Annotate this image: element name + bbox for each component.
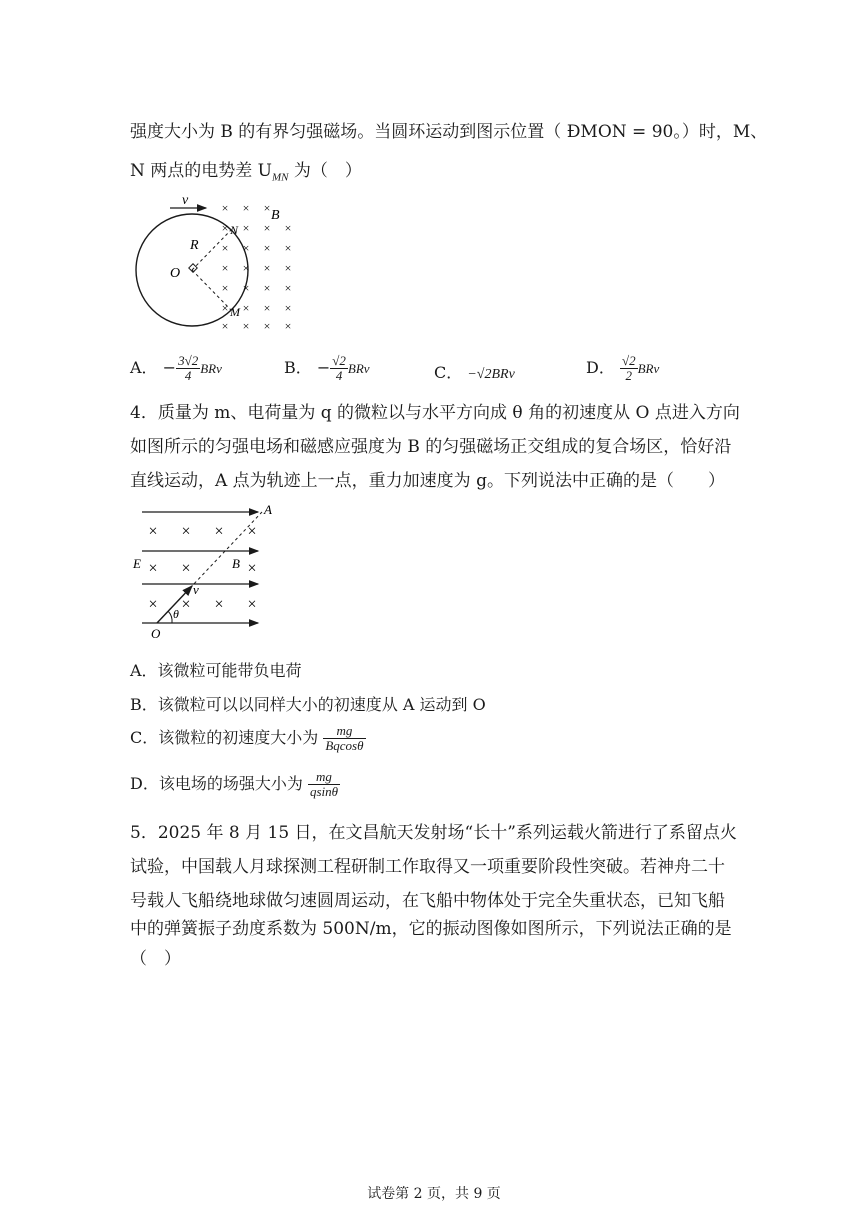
q3-option-b-num: √2 <box>332 353 346 368</box>
q4-cross-mark: × <box>247 560 257 577</box>
q4-cross-mark: × <box>148 523 158 540</box>
q4-b-field-crosses <box>148 523 256 613</box>
q3-option-a <box>130 354 222 383</box>
q3-cross-mark: × <box>242 301 250 315</box>
q3-text-line-1: 强度大小为 B 的有界匀强磁场。当圆环运动到图示位置（ ÐMON = 90。）时，M、 <box>130 122 768 142</box>
q4-cross-mark: × <box>247 523 257 540</box>
q3-cross-mark: × <box>221 261 229 275</box>
q3-label-r: R <box>190 238 199 253</box>
q3-cross-mark: × <box>263 221 271 235</box>
q4-cross-mark: × <box>181 523 191 540</box>
q3-cross-mark: × <box>242 319 250 333</box>
q3-option-b-den: 4 <box>335 368 343 383</box>
q3-cross-mark: × <box>221 281 229 295</box>
q3-cross-mark: × <box>263 261 271 275</box>
q5-text-line-4: 中的弹簧振子劲度系数为 500N/m，它的振动图像如图所示，下列说法正确的是 <box>130 919 732 939</box>
q3-cross-mark: × <box>284 281 292 295</box>
q4-figure <box>130 498 280 643</box>
q3-option-a-fraction <box>176 354 200 383</box>
q3-cross-mark: × <box>263 281 271 295</box>
q3-option-d-fraction <box>620 354 638 383</box>
q4-label-o: O <box>151 626 161 641</box>
q4-cross-mark: × <box>148 560 158 577</box>
q3-option-d-tail: BRv <box>637 361 660 376</box>
q4-label-theta: θ <box>173 607 179 621</box>
q3-cross-mark: × <box>221 301 229 315</box>
q3-option-b-tail: BRv <box>347 361 370 376</box>
q4-cross-mark: × <box>148 596 158 613</box>
q5-text-line-2: 试验，中国载人月球探测工程研制工作取得又一项重要阶段性突破。若神舟二十 <box>130 857 725 877</box>
q3-option-a-num: 3√2 <box>178 353 199 368</box>
q3-text-line-2 <box>130 156 362 183</box>
q4-option-d <box>130 770 340 799</box>
q3-option-b-sign: − <box>316 358 331 377</box>
q3-option-d-den: 2 <box>625 368 632 383</box>
q4-option-d-den: qsinθ <box>309 784 338 799</box>
q4-label-v: v <box>193 582 199 597</box>
q4-label-e: E <box>133 556 141 571</box>
q3-option-c-letter: C． <box>434 363 463 382</box>
q4-option-a: A．该微粒可能带负电荷 <box>130 661 302 680</box>
q3-line2-tail: 为（ ） <box>288 161 362 181</box>
q3-line2-subscript: MN <box>272 171 289 184</box>
q3-option-a-tail: BRv <box>200 361 222 376</box>
q3-option-a-sign: − <box>162 358 177 377</box>
page-footer: 试卷第 2 页，共 9 页 <box>367 1186 501 1202</box>
q3-option-b <box>284 354 370 383</box>
q3-cross-mark: × <box>221 319 229 333</box>
q4-option-c <box>130 724 366 753</box>
q3-cross-mark: × <box>242 241 250 255</box>
q4-text-line-2: 如图所示的匀强电场和磁感应强度为 B 的匀强磁场正交组成的复合场区，恰好沿 <box>130 437 732 457</box>
q4-label-a: A <box>264 502 272 517</box>
q3-cross-mark: × <box>242 281 250 295</box>
q3-option-d <box>586 354 659 383</box>
q4-label-b: B <box>232 556 240 571</box>
q3-cross-mark: × <box>263 319 271 333</box>
q3-option-a-den: 4 <box>184 368 192 383</box>
q3-option-d-num: √2 <box>621 353 636 368</box>
q4-cross-mark: × <box>247 596 257 613</box>
q3-cross-mark: × <box>242 261 250 275</box>
q3-cross-mark: × <box>263 301 271 315</box>
q4-cross-mark: × <box>181 560 191 577</box>
q4-option-c-num: mg <box>323 724 365 739</box>
q3-cross-mark: × <box>284 261 292 275</box>
q5-text-line-1: 5．2025 年 8 月 15 日，在文昌航天发射场“长十”系列运载火箭进行了系留点火 <box>130 823 737 843</box>
q3-label-b: B <box>271 208 280 223</box>
q3-cross-mark: × <box>221 221 229 235</box>
q4-cross-mark: × <box>181 596 191 613</box>
q3-option-b-fraction <box>330 354 348 383</box>
q4-text-line-3: 直线运动，A 点为轨迹上一点，重力加速度为 g。下列说法中正确的是（ ） <box>130 471 725 491</box>
q3-cross-mark: × <box>221 201 229 215</box>
q4-text-line-1: 4．质量为 m、电荷量为 q 的微粒以与水平方向成 θ 角的初速度从 O 点进入方向 <box>130 403 740 423</box>
q3-line2-main: N 两点的电势差 U <box>130 161 273 181</box>
q3-cross-mark: × <box>263 201 271 215</box>
q3-cross-mark: × <box>284 301 292 315</box>
q4-option-d-text: D．该电场的场强大小为 <box>130 774 303 793</box>
q3-cross-mark: × <box>242 221 250 235</box>
q3-option-a-letter: A． <box>130 358 158 377</box>
q3-cross-mark: × <box>284 319 292 333</box>
q3-label-v: v <box>182 193 189 208</box>
q4-option-c-den: Bqcosθ <box>325 738 364 753</box>
q3-label-n: N <box>230 223 239 237</box>
q4-option-b: B．该微粒可以以同样大小的初速度从 A 运动到 O <box>130 695 486 714</box>
q4-angle-arc <box>168 611 172 623</box>
q5-text-line-3: 号载人飞船绕地球做匀速圆周运动，在飞船中物体处于完全失重状态，已知飞船 <box>130 891 725 911</box>
q3-cross-mark: × <box>284 241 292 255</box>
q3-label-o: O <box>170 266 181 281</box>
q4-option-d-fraction <box>308 770 340 799</box>
q3-option-b-letter: B． <box>284 358 312 377</box>
q3-label-m: M <box>230 305 240 319</box>
q3-cross-mark: × <box>242 201 250 215</box>
q4-option-d-num: mg <box>308 770 340 785</box>
q4-e-field-lines <box>142 512 258 623</box>
q4-option-c-fraction <box>323 724 365 753</box>
q4-cross-mark: × <box>214 596 224 613</box>
q4-option-c-text: C．该微粒的初速度大小为 <box>130 728 319 747</box>
q3-cross-mark: × <box>284 221 292 235</box>
q3-cross-mark: × <box>263 241 271 255</box>
q5-text-line-5: （ ） <box>130 949 181 969</box>
q3-option-c <box>434 360 515 383</box>
q3-figure <box>130 192 305 337</box>
q4-cross-mark: × <box>214 523 224 540</box>
q3-option-d-letter: D． <box>586 358 615 377</box>
q3-option-c-expr: −√2BRv <box>467 367 515 382</box>
q3-cross-mark: × <box>221 241 229 255</box>
